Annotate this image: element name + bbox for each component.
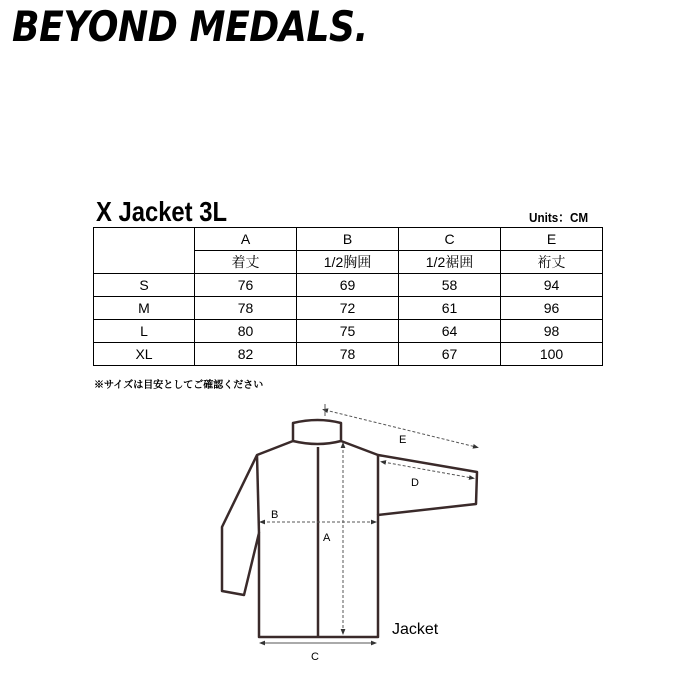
header-measure-length: 着丈 [195, 251, 297, 274]
table-cell: 82 [195, 343, 297, 366]
size-label: L [94, 320, 195, 343]
size-label: M [94, 297, 195, 320]
header-letter-e: E [501, 228, 603, 251]
table-cell: 72 [297, 297, 399, 320]
header-letter-c: C [399, 228, 501, 251]
product-title: X Jacket 3L [96, 196, 227, 227]
table-cell: 61 [399, 297, 501, 320]
table-cell: 80 [195, 320, 297, 343]
size-label: XL [94, 343, 195, 366]
table-cell: 100 [501, 343, 603, 366]
size-note: ※サイズは目安としてご確認ください [94, 380, 264, 391]
table-cell: 94 [501, 274, 603, 297]
diagram-label-b: B [271, 509, 279, 521]
table-cell: 75 [297, 320, 399, 343]
header-measure-hem: 1/2裾囲 [399, 251, 501, 274]
table-cell: 64 [399, 320, 501, 343]
header-letter-b: B [297, 228, 399, 251]
header-letter-a: A [195, 228, 297, 251]
header-measure-chest: 1/2胸囲 [297, 251, 399, 274]
diagram-label-a: A [323, 532, 331, 544]
diagram-label-d: D [411, 477, 419, 489]
units-label: Units：CM [529, 210, 589, 225]
diagram-label-c: C [311, 651, 319, 663]
table-cell: 98 [501, 320, 603, 343]
table-cell: 78 [195, 297, 297, 320]
diagram-caption: Jacket [392, 621, 439, 638]
table-cell: 67 [399, 343, 501, 366]
table-cell: 58 [399, 274, 501, 297]
table-cell: 78 [297, 343, 399, 366]
brand-logo: BEYOND MEDALS. [12, 2, 368, 51]
size-label: S [94, 274, 195, 297]
table-cell: 69 [297, 274, 399, 297]
table-cell: 76 [195, 274, 297, 297]
header-measure-sleeve: 裄丈 [501, 251, 603, 274]
jacket-outline [222, 420, 477, 637]
diagram-label-e: E [399, 434, 407, 446]
table-cell: 96 [501, 297, 603, 320]
